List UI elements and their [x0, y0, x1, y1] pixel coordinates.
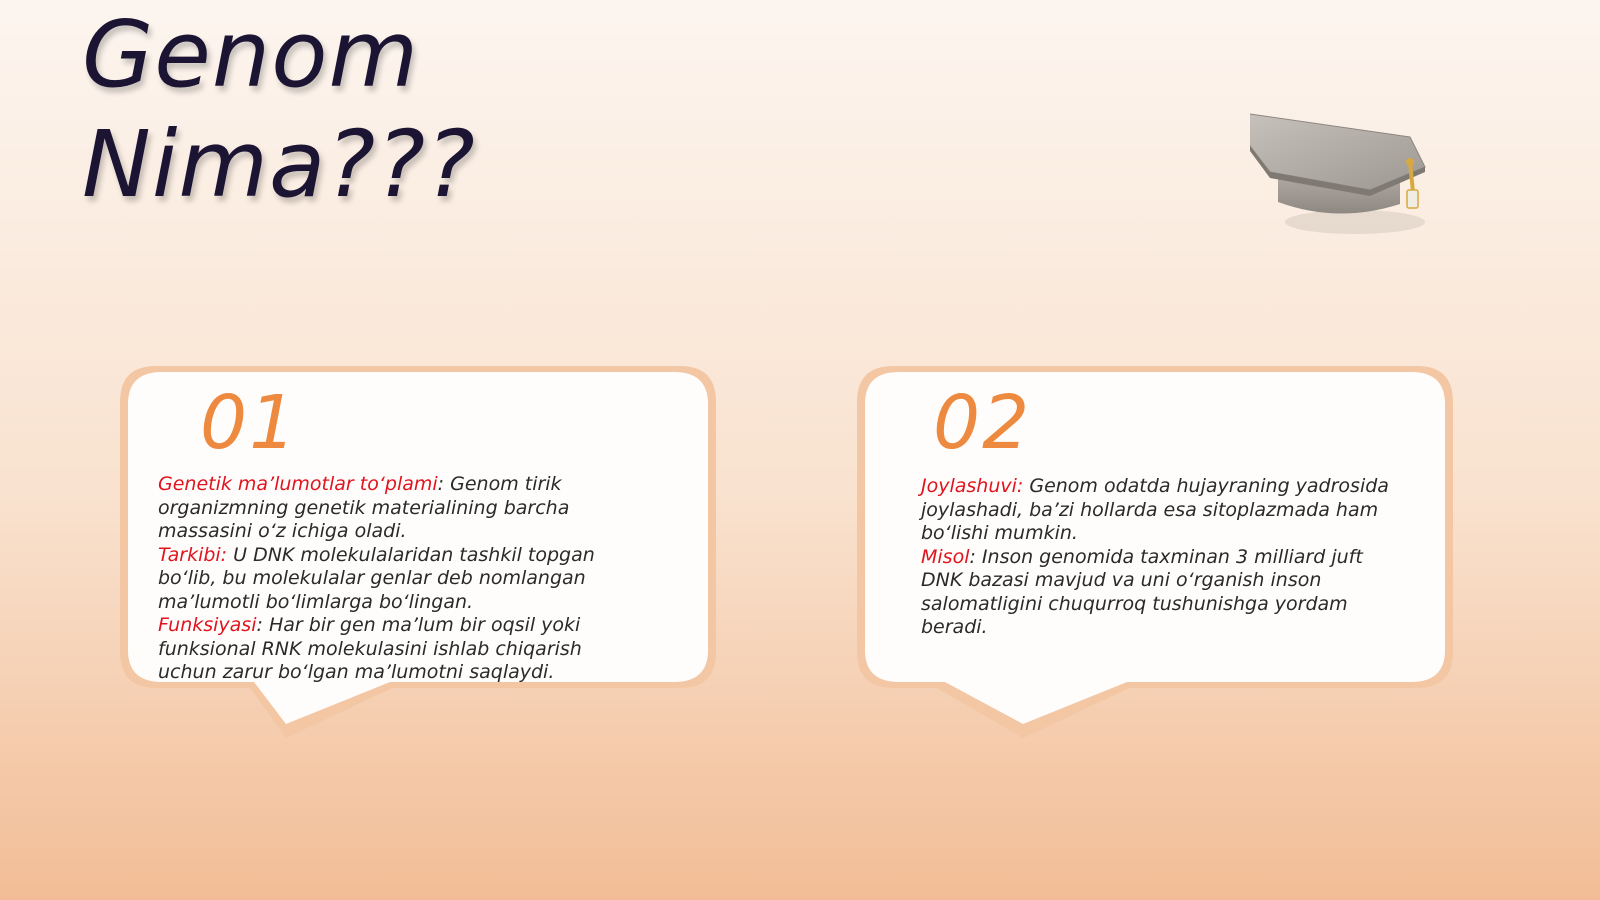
card-paragraph [158, 544, 638, 615]
paragraph-text: : Inson genomida taxminan 3 milliard juft DNK bazasi mavjud va uni o‘rganish inson salomatligini chuqurroq tushunishga yordam beradi. [921, 545, 1363, 638]
card-paragraph [921, 475, 1401, 546]
graduation-cap-icon [1250, 112, 1470, 242]
slide-title [82, 0, 476, 220]
info-card-2 [845, 362, 1465, 762]
info-card-1 [108, 362, 728, 762]
keyword-term: Funksiyasi [158, 614, 257, 636]
keyword-term: Genetik ma’lumotlar to‘plami [158, 473, 438, 495]
card-paragraph [921, 546, 1401, 640]
paragraph-text: U DNK molekulalaridan tashkil topgan bo‘lib, bu molekulalar genlar deb nomlangan ma’lumotli bo‘limlarga bo‘lingan. [158, 543, 595, 613]
title-line-1: Genom [82, 1, 420, 108]
paragraph-text: : Genom tirik organizmning genetik materialining barcha massasini o‘z ichiga oladi. [158, 473, 570, 542]
keyword-term: Tarkibi: [158, 543, 228, 566]
title-line-2: Nima??? [82, 111, 476, 218]
card-body [921, 475, 1401, 640]
card-number: 02 [933, 380, 1032, 466]
card-body [158, 473, 638, 685]
paragraph-text: Genom odatda hujayraning yadrosida joylashadi, ba’zi hollarda esa sitoplazmada ham bo‘lishi mumkin. [921, 475, 1389, 544]
keyword-term: Misol [921, 545, 970, 568]
card-number: 01 [200, 380, 299, 466]
card-paragraph [158, 473, 638, 544]
card-paragraph [158, 614, 638, 685]
paragraph-text: : Har bir gen ma’lum bir oqsil yoki funksional RNK molekulasini ishlab chiqarish uchun zarur bo‘lgan ma’lumotni saqlaydi. [158, 614, 582, 683]
keyword-term: Joylashuvi: [921, 475, 1024, 497]
